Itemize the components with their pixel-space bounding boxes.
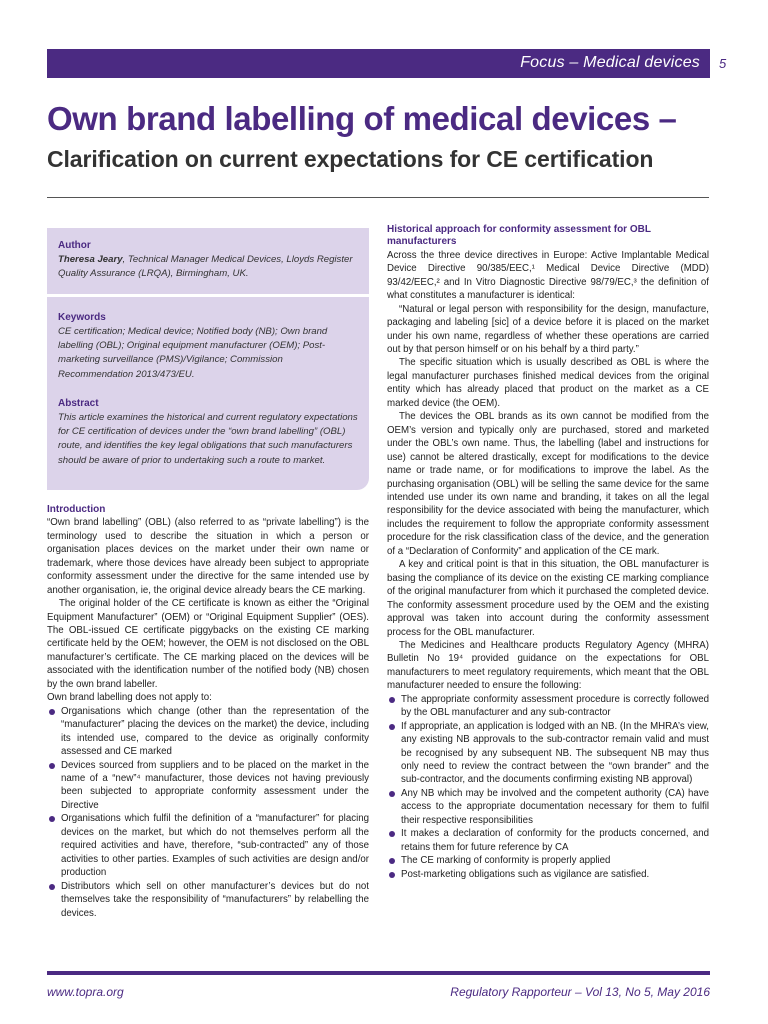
keywords-heading: Keywords bbox=[58, 312, 106, 323]
list-item: Organisations which change (other than the representation of the “manufacturer” placing the devices on the market) the device, including its intended use, compared to the device as originally conformity assessed and CE marked bbox=[47, 705, 369, 759]
left-column bbox=[47, 504, 369, 920]
info-box-divider bbox=[47, 294, 369, 297]
keywords-text: CE certification; Medical device; Notified body (NB); Own brand labelling (OBL); Original equipment manufacturer (OEM); Post-marketing surveillance (PMS)/Vigilance; Commission Recommendation 2013/473/EU. bbox=[58, 326, 328, 380]
abstract-heading: Abstract bbox=[58, 398, 99, 409]
abstract-section bbox=[58, 398, 358, 468]
list-item: Post-marketing obligations such as vigilance are satisfied. bbox=[387, 868, 709, 881]
author-name: Theresa Jeary bbox=[58, 254, 123, 265]
author-section bbox=[58, 240, 358, 281]
history-paragraph-4: A key and critical point is that in this situation, the OBL manufacturer is basing the compliance of its device on the existing CE marking compliance of the original manufacturer from which it purchased the completed device. The conformity assessment procedure used by the OEM and the existing approval was taken into account during the conformity assessment process for the OBL manufacturer. bbox=[387, 559, 709, 638]
manufacturer-definition-quote: “Natural or legal person with responsibility for the design, manufacture, packaging and labeling [sic] of a device before it is placed on the market under his own name, regardless of whether these operations are carried out by that person himself or on his behalf by a third party.” bbox=[387, 303, 709, 355]
list-item: The CE marking of conformity is properly applied bbox=[387, 854, 709, 867]
page-number: 5 bbox=[719, 56, 727, 71]
title-divider bbox=[47, 197, 709, 198]
intro-paragraph-1: “Own brand labelling” (OBL) (also referred to as “private labelling”) is the terminology used to describe the situation in which a person or organisation places devices on the market under their own name or trademark, where those devices have already been subject to appropriate conformity assessment under the directive for the same intended use by another organisation, ie, the original device already bears the CE marking. bbox=[47, 517, 369, 596]
intro-paragraph-2: The original holder of the CE certificate is known as either the “Original Equipment Manufacturer” (OEM) or “Original Equipment Supplier” (OES). The OBL-issued CE certificate piggybacks on the existing CE marking certificate held by the OEM; however, the OEM is not disclosed on the OBL manufacturer’s certificate. The CE marking placed on the devices will be associated with the identification number of the notified body (NB) chosen by the own brand labeller. bbox=[47, 598, 369, 690]
bullet-icon bbox=[49, 884, 55, 890]
article-subtitle: Clarification on current expectations for CE certification bbox=[47, 146, 654, 172]
article-title: Own brand labelling of medical devices – bbox=[47, 100, 677, 137]
list-item: Distributors which sell on other manufacturer’s devices but do not themselves take the responsibility of “manufacturers” by relabelling the devices. bbox=[47, 880, 369, 920]
footer-citation: Regulatory Rapporteur – Vol 13, No 5, May 2016 bbox=[450, 985, 710, 999]
bullet-icon bbox=[389, 697, 395, 703]
list-item: Devices sourced from suppliers and to be placed on the market in the name of a “new”⁴ manufacturer, those devices not having previously been subjected to appropriate conformity assessment under the Directive bbox=[47, 759, 369, 813]
footer-rule bbox=[47, 971, 710, 975]
bullet-icon bbox=[389, 831, 395, 837]
intro-paragraph-3: Own brand labelling does not apply to: bbox=[47, 692, 212, 704]
introduction-heading: Introduction bbox=[47, 504, 106, 515]
history-paragraph-2: The specific situation which is usually described as OBL is where the legal manufacturer purchases finished medical devices from the original entity which has already placed that product on the market as a CE marked device (the OEM). bbox=[387, 357, 709, 409]
bullet-icon bbox=[389, 872, 395, 878]
author-text bbox=[58, 253, 358, 281]
list-item: Any NB which may be involved and the competent authority (CA) have access to the appropriate documentation necessary for them to fulfil their respective responsibilities bbox=[387, 787, 709, 827]
obl-requirements-list bbox=[387, 693, 709, 881]
author-detail: , Technical Manager Medical Devices, Lloyds Register Quality Assurance (LRQA), Birmingham, UK. bbox=[58, 254, 353, 280]
keywords-section bbox=[58, 312, 358, 382]
list-item: It makes a declaration of conformity for the products concerned, and retains them for future reference by CA bbox=[387, 827, 709, 854]
bullet-icon bbox=[49, 763, 55, 769]
history-paragraph-5: The Medicines and Healthcare products Regulatory Agency (MHRA) Bulletin No 19⁴ provided guidance on the expectations for OBL manufacturers to meet regulatory requirements, which meant that the OBL manufacturer needed to ensure the following: bbox=[387, 639, 709, 692]
list-item: Organisations which fulfil the definition of a “manufacturer” for placing devices on the market, but which do not themselves perform all the required activities and have, therefore, “sub-contracted” any of those activities to other parties. Examples of such activities are design and/or production bbox=[47, 812, 369, 879]
right-column bbox=[387, 224, 709, 881]
article-info-box bbox=[47, 228, 369, 490]
bullet-icon bbox=[389, 791, 395, 797]
list-item: The appropriate conformity assessment procedure is correctly followed by the OBL manufacturer and any sub-contractor bbox=[387, 693, 709, 720]
history-paragraph-1: Across the three device directives in Europe: Active Implantable Medical Device Directive 90/385/EEC,¹ Medical Device Directive (MDD) 93/42/EEC,² and In Vitro Diagnostic Directive 98/79/EC,³ the definition of what constitutes a manufacturer is identical: bbox=[387, 249, 709, 302]
bullet-icon bbox=[49, 709, 55, 715]
list-item: If appropriate, an application is lodged with an NB. (In the MHRA’s view, any existing NB approvals to the sub-contractor remain valid and must be recognised by any subsequent NB. The subsequent NB may thus only need to review the contract between the “own brander” and the sub-contractor, and the documents confirming existing NB approval) bbox=[387, 720, 709, 787]
bullet-icon bbox=[389, 858, 395, 864]
abstract-text: This article examines the historical and current regulatory expectations for CE certification of devices under the “own brand labelling” (OBL) route, and identifies the key legal obligations that such manufacturers should be aware of prior to undertaking such a route to market. bbox=[58, 412, 358, 466]
obl-exclusions-list bbox=[47, 705, 369, 920]
footer-website-link[interactable]: www.topra.org bbox=[47, 985, 124, 999]
bullet-icon bbox=[389, 724, 395, 730]
historical-approach-heading: Historical approach for conformity assessment for OBL manufacturers bbox=[387, 224, 651, 248]
section-header-bar bbox=[47, 49, 710, 78]
bullet-icon bbox=[49, 816, 55, 822]
section-header-label: Focus – Medical devices bbox=[520, 54, 700, 71]
history-paragraph-3: The devices the OBL brands as its own cannot be modified from the OEM’s version and typically only are purchased, stored and marketed under the OBL’s own name. Thus, the labelling (label and instructions for use) cannot be altered drastically, except for modifications to the device name or trade name, or for modifications to improve the label. As the purchasing organisation (OBL) will be selling the same device for the same intended use under its own name and branding, it takes on all the legal responsibility for the device associated with being the manufacturer, which includes the requirement to follow the appropriate conformity assessment procedure for the risk classification class of the device, and the generation of a “Declaration of Conformity” and application of the CE mark. bbox=[387, 411, 709, 557]
author-heading: Author bbox=[58, 240, 91, 251]
